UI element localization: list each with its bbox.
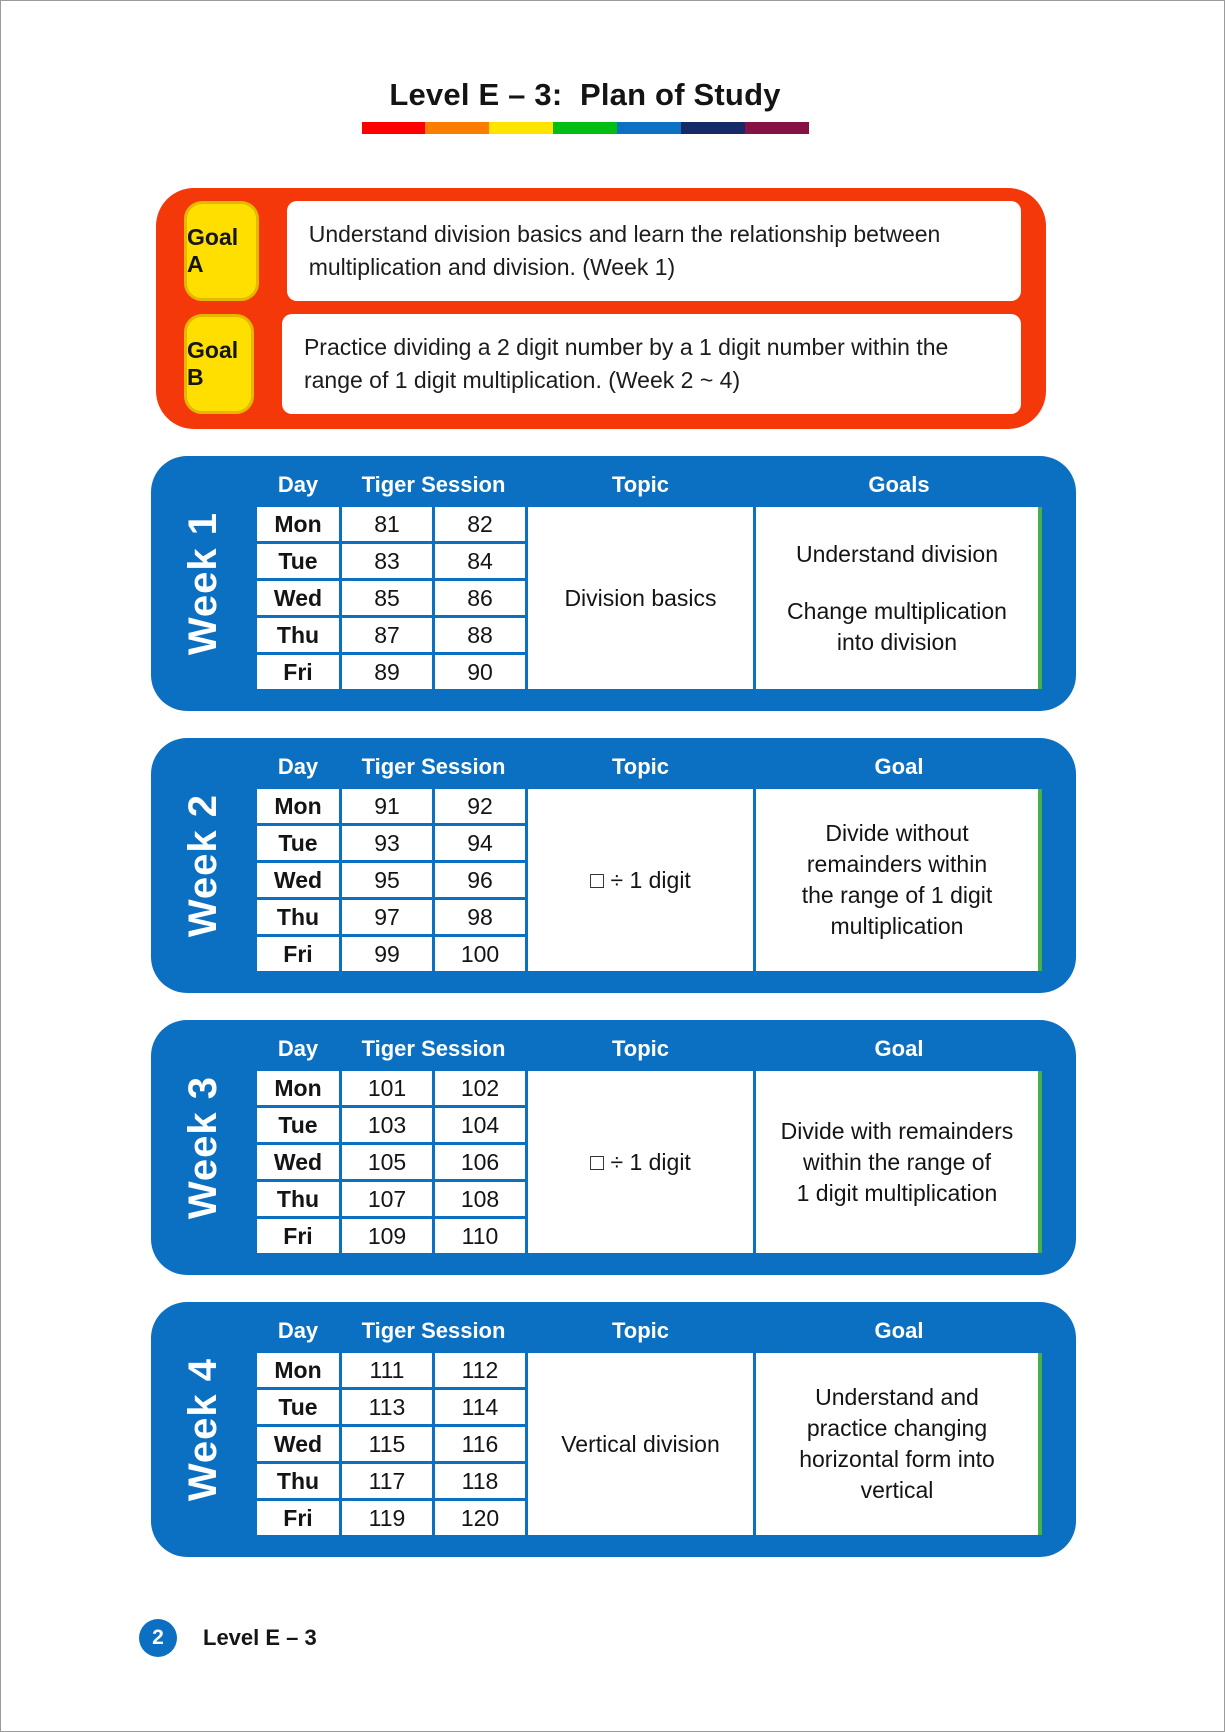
goal-paragraph: [796, 539, 998, 570]
rainbow-segment: [617, 122, 681, 134]
rainbow-segment: [745, 122, 809, 134]
session-cell: 98: [435, 900, 525, 934]
session-cell: 96: [435, 863, 525, 897]
page-number-badge: 2: [139, 1619, 177, 1657]
goal-row-a: [184, 201, 1021, 301]
session-cell: 81: [342, 507, 432, 541]
week-3-section: [151, 1020, 1076, 1275]
goal-b-badge: Goal B: [184, 314, 254, 414]
page-header: [1, 1, 1224, 134]
day-cell: Fri: [257, 937, 339, 971]
week-4-table: [257, 1312, 1042, 1535]
day-cell: Mon: [257, 1353, 339, 1387]
page-title: Level E – 3: Plan of Study: [389, 77, 781, 112]
rainbow-segment: [681, 122, 745, 134]
session-cell: 119: [342, 1501, 432, 1535]
week-1-label: [151, 456, 255, 711]
day-cell: Tue: [257, 1108, 339, 1142]
topic-cell: □ ÷ 1 digit: [528, 789, 753, 971]
day-cell: Thu: [257, 1464, 339, 1498]
session-cell: 104: [435, 1108, 525, 1142]
goal-line: into division: [836, 628, 958, 655]
rainbow-segment: [553, 122, 617, 134]
rainbow-divider: [362, 122, 809, 134]
session-cell: 83: [342, 544, 432, 578]
week-3-table: [257, 1030, 1042, 1253]
rainbow-segment: [425, 122, 489, 134]
session-cell: 106: [435, 1145, 525, 1179]
rainbow-segment: [489, 122, 553, 134]
session-cell: 102: [435, 1071, 525, 1105]
goal-paragraph: [802, 818, 993, 942]
session-cell: 108: [435, 1182, 525, 1216]
session-cell: 85: [342, 581, 432, 615]
day-cell: Tue: [257, 1390, 339, 1424]
goals-panel: [156, 188, 1046, 429]
day-cell: Wed: [257, 1427, 339, 1461]
session-cell: 91: [342, 789, 432, 823]
session-cell: 95: [342, 863, 432, 897]
session-cell: 113: [342, 1390, 432, 1424]
goal-line: within the range of: [803, 1148, 991, 1175]
header-cell-session: Tiger Session: [361, 472, 506, 497]
week-4-section: [151, 1302, 1076, 1557]
goal-cell: [756, 1071, 1042, 1253]
day-cell: Tue: [257, 826, 339, 860]
day-cell: Wed: [257, 1145, 339, 1179]
session-cell: 110: [435, 1219, 525, 1253]
day-cell: Wed: [257, 581, 339, 615]
day-cell: Fri: [257, 655, 339, 689]
header-cell-day: Day: [277, 754, 319, 779]
footer-label: Level E – 3: [203, 1625, 317, 1650]
goal-line: practice changing: [806, 1415, 988, 1441]
session-cell: 115: [342, 1427, 432, 1461]
session-cell: 107: [342, 1182, 432, 1216]
session-cell: 117: [342, 1464, 432, 1498]
week-1-section: [151, 456, 1076, 711]
goal-line: 1 digit multiplication: [796, 1179, 998, 1206]
week-2-label-text: Week 2: [180, 793, 225, 938]
goal-line: the range of 1 digit: [801, 882, 993, 908]
session-cell: 118: [435, 1464, 525, 1498]
session-cell: 92: [435, 789, 525, 823]
header-cell-day: Day: [277, 472, 319, 497]
topic-cell: Division basics: [528, 507, 753, 689]
day-cell: Thu: [257, 1182, 339, 1216]
goal-line: Understand and: [815, 1384, 979, 1410]
week-4-label-text: Week 4: [180, 1357, 225, 1502]
topic-cell: □ ÷ 1 digit: [528, 1071, 753, 1253]
header-cell-goal: Goal: [874, 1318, 924, 1343]
header-cell-goal: Goals: [868, 472, 930, 497]
session-cell: 93: [342, 826, 432, 860]
week-3-label-text: Week 3: [180, 1075, 225, 1220]
session-cell: 94: [435, 826, 525, 860]
day-cell: Thu: [257, 900, 339, 934]
goal-row-b: [184, 314, 1021, 414]
day-cell: Fri: [257, 1219, 339, 1253]
header-cell-topic: Topic: [611, 1036, 670, 1061]
session-cell: 120: [435, 1501, 525, 1535]
header-cell-topic: Topic: [611, 472, 670, 497]
topic-cell: Vertical division: [528, 1353, 753, 1535]
header-cell-day: Day: [277, 1318, 319, 1343]
session-cell: 99: [342, 937, 432, 971]
session-cell: 87: [342, 618, 432, 652]
goal-cell: [756, 507, 1042, 689]
week-2-section: [151, 738, 1076, 993]
header-cell-session: Tiger Session: [361, 1318, 506, 1343]
goal-line: horizontal form into: [799, 1446, 995, 1472]
session-cell: 100: [435, 937, 525, 971]
goal-a-badge: Goal A: [184, 201, 259, 301]
goal-cell: [756, 1353, 1042, 1535]
day-cell: Wed: [257, 863, 339, 897]
session-cell: 86: [435, 581, 525, 615]
week-1-table: [257, 466, 1042, 689]
rainbow-segment: [362, 122, 426, 134]
goal-line: Divide without: [825, 820, 969, 846]
header-cell-session: Tiger Session: [361, 1036, 506, 1061]
session-cell: 112: [435, 1353, 525, 1387]
session-cell: 101: [342, 1071, 432, 1105]
day-cell: Mon: [257, 1071, 339, 1105]
session-cell: 116: [435, 1427, 525, 1461]
session-cell: 84: [435, 544, 525, 578]
day-cell: Mon: [257, 507, 339, 541]
goal-line: Change multiplication: [787, 597, 1007, 624]
goal-line: Understand division: [795, 540, 998, 567]
session-cell: 82: [435, 507, 525, 541]
goal-line: remainders within: [806, 851, 988, 877]
header-cell-goal: Goal: [874, 754, 924, 779]
session-cell: 114: [435, 1390, 525, 1424]
goal-b-text: [282, 314, 1021, 414]
goal-b-text-content: Practice dividing a 2 digit number by a 1 digit number within the range of 1 digit multiplication. (Week 2 ~ 4): [303, 333, 949, 393]
header-cell-day: Day: [277, 1036, 319, 1061]
goal-a-text: [287, 201, 1021, 301]
goal-a-text-content: Understand division basics and learn the relationship between multiplication and division. (Week 1): [308, 220, 941, 280]
header-cell-goal: Goal: [874, 1036, 924, 1061]
goal-line: Divide with remainders: [780, 1117, 1014, 1144]
session-cell: 90: [435, 655, 525, 689]
goal-paragraph: [787, 596, 1007, 658]
goal-line: vertical: [860, 1477, 934, 1503]
session-cell: 105: [342, 1145, 432, 1179]
session-cell: 97: [342, 900, 432, 934]
week-2-label: [151, 738, 255, 993]
week-3-label: [151, 1020, 255, 1275]
session-cell: 89: [342, 655, 432, 689]
week-4-label: [151, 1302, 255, 1557]
header-cell-session: Tiger Session: [361, 754, 506, 779]
session-cell: 109: [342, 1219, 432, 1253]
session-cell: 111: [342, 1353, 432, 1387]
goal-cell: [756, 789, 1042, 971]
day-cell: Thu: [257, 618, 339, 652]
session-cell: 103: [342, 1108, 432, 1142]
goal-paragraph: [799, 1382, 995, 1506]
session-cell: 88: [435, 618, 525, 652]
header-cell-topic: Topic: [611, 1318, 670, 1343]
day-cell: Mon: [257, 789, 339, 823]
header-cell-topic: Topic: [611, 754, 670, 779]
goal-paragraph: [781, 1116, 1014, 1209]
goal-line: multiplication: [830, 913, 964, 939]
week-1-label-text: Week 1: [180, 511, 225, 656]
day-cell: Tue: [257, 544, 339, 578]
week-2-table: [257, 748, 1042, 971]
page-footer: [139, 1619, 1224, 1657]
day-cell: Fri: [257, 1501, 339, 1535]
